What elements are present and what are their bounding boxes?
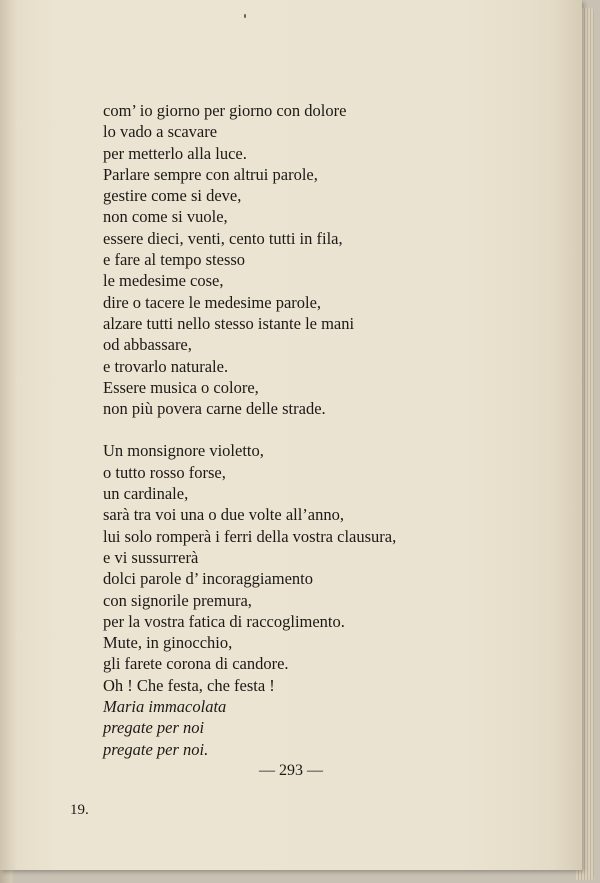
poem-line: Un monsignore violetto, (103, 441, 264, 461)
poem-line: Parlare sempre con altrui parole, (103, 164, 318, 184)
poem-line: gli farete corona di candore. (103, 654, 289, 674)
stanza-break (103, 419, 483, 440)
poem-line-italic: pregate per noi. (103, 739, 209, 759)
poem-text (103, 100, 483, 760)
poem-line: com’ io giorno per giorno con dolore (103, 101, 347, 120)
poem-line: e fare al tempo stesso (103, 250, 246, 270)
poem-line-italic: pregate per noi (103, 718, 205, 738)
poem-line: lui solo romperà i ferri della vostra clausura, (103, 526, 397, 546)
poem-line: gestire come si deve, (103, 186, 242, 206)
poem-line: od abbassare, (103, 335, 192, 355)
poem-line: o tutto rosso forse, (103, 462, 226, 482)
stanza-1 (103, 100, 483, 419)
poem-line-italic: Maria immacolata (103, 697, 227, 717)
poem-line: Mute, in ginocchio, (103, 633, 233, 653)
poem-line: e vi sussurrerà (103, 547, 199, 567)
poem-line: non più povera carne delle strade. (103, 399, 326, 419)
poem-line: dolci parole d’ incoraggiamento (103, 569, 313, 589)
signature-mark: 19. (70, 802, 89, 818)
poem-line: le medesime cose, (103, 271, 224, 291)
page-number: — 293 — (259, 762, 323, 779)
poem-line: sarà tra voi una o due volte all’anno, (103, 505, 344, 525)
poem-line: Oh ! Che festa, che festa ! (103, 675, 275, 695)
poem-line: lo vado a scavare (103, 122, 218, 142)
poem-line: e trovarlo naturale. (103, 356, 229, 376)
poem-line: non come si vuole, (103, 207, 228, 227)
paper-speck (244, 14, 246, 18)
poem-line: dire o tacere le medesime parole, (103, 292, 322, 312)
poem-line: alzare tutti nello stesso istante le mani (103, 313, 355, 333)
poem-line: con signorile premura, (103, 590, 252, 610)
poem-line: per la vostra fatica di raccoglimento. (103, 611, 345, 631)
poem-line: essere dieci, venti, cento tutti in fila, (103, 228, 343, 248)
poem-line: per metterlo alla luce. (103, 143, 247, 163)
poem-line: Essere musica o colore, (103, 377, 259, 397)
stanza-2 (103, 440, 483, 759)
poem-line: un cardinale, (103, 484, 189, 504)
